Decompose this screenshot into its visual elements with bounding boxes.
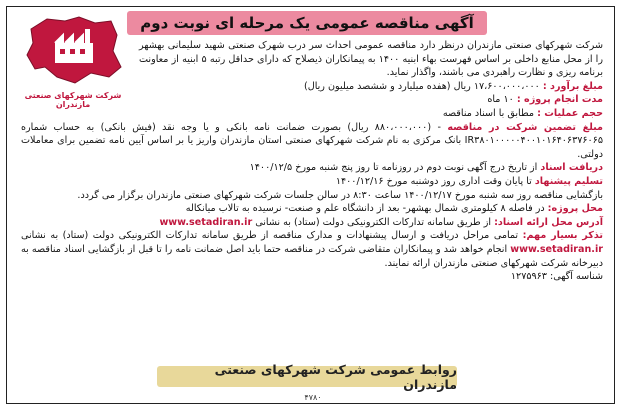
site-value: در فاصله ۸ کیلومتری شمال بهشهر- بعد از دانشگاه علم و صنعت- نرسیده به تالاب میانکاله (185, 203, 545, 215)
volume-value: مطابق با اسناد مناقصه (442, 107, 534, 119)
footer-public-relations: روابط عمومی شرکت شهرکهای صنعتی مازندران (157, 366, 457, 387)
address-value: از طریق سامانه تدارکات الکترونیکی دولت (ستاد) به نشانی (255, 216, 491, 228)
notice-label: تذکر بسیار مهم: (522, 230, 603, 242)
duration-label: مدت انجام پروژه : (516, 94, 603, 106)
receive-line (21, 161, 603, 175)
tender-ad-frame (6, 6, 615, 404)
intro-paragraph: شرکت شهرکهای صنعتی مازندران درنظر دارد مناقصه عمومی احداث سر درب شهرک صنعتی شهید سلیمانی بهشهر را از محل منابع داخلی بر اساس فهرست بهاء ابنیه ۱۴۰۰ به پیمانکاران ذیصلاح که دارای حداقل رتبه ۵ ابنیه از معاونت برنامه ریزی و نظارت راهبردی می باشند، واگذار نماید. (139, 40, 603, 79)
submit-line (21, 175, 603, 189)
volume-label: حجم عملیات : (537, 107, 603, 119)
notice-value-2: انجام خواهد شد و پیمانکاران متقاضی شرکت در مناقصه حتما باید اصل ضمانت نامه را تا قبل از بازگشایی اسناد مناقصه به دبیرخانه شرکت شهرکهای صنعتی مازندران ارائه نمایند. (21, 243, 603, 269)
setadiran-link[interactable]: www.setadiran.ir (159, 216, 253, 228)
estimate-label: مبلغ برآورد : (542, 80, 603, 92)
ad-title: آگهی مناقصه عمومی یک مرحله ای نوبت دوم (127, 11, 487, 35)
estimate-line (21, 80, 603, 94)
notice-value-1: تمامی مراحل دریافت و ارسال پیشنهادات و مدارک مناقصه از طریق سامانه تدارکات الکترونیکی دولت (ستاد) به نشانی (21, 230, 519, 242)
receive-value: از تاریخ درج آگهی نوبت دوم در روزنامه تا روز پنج شنبه مورخ ۱۴۰۰/۱۲/۵ (249, 162, 538, 174)
guarantee-value: - (۸۸۰،۰۰۰،۰۰۰ ریال) بصورت ضمانت نامه بانکی و یا وجه نقد (فیش بانکی) به حساب شماره IR۳۸۰۱۰۰۰۰۰۴۰۰۱۰۱۶۴۰۶۳۷۶۰۶۵ بانک مرکزی به نام شرکت شهرکهای صنعتی استان مازندران واریز یا بر اساس آیین نامه تضمین برای معاملات دولتی. (21, 121, 603, 160)
ad-body (21, 39, 603, 284)
submit-value: تا پایان وقت اداری روز دوشنبه مورخ ۱۴۰۰/۱۲/۱۶ (335, 175, 532, 187)
volume-line (21, 107, 603, 121)
duration-line (21, 93, 603, 107)
receive-label: دریافت اسناد (540, 162, 603, 174)
guarantee-label: مبلغ تضمین شرکت در مناقصه (447, 121, 603, 133)
page-number: ۴۷۸۰ (304, 393, 322, 402)
ad-id: شناسه آگهی: ۱۲۷۵۹۶۳ (510, 271, 603, 283)
notice-line (21, 229, 603, 270)
site-label: محل پروژه: (547, 203, 603, 215)
setadiran-link-notice[interactable]: www.setadiran.ir (510, 243, 603, 255)
duration-value: ۱۰ ماه (487, 94, 514, 106)
address-line (21, 216, 603, 230)
opening-line: بازگشایی مناقصه روز سه شنبه مورخ ۱۴۰۰/۱۲/۱۷ ساعت ۸:۳۰ در سالن جلسات شرکت شهرکهای صنعتی مازندران برگزار می گردد. (77, 189, 603, 201)
site-line (21, 202, 603, 216)
estimate-value: ۱۷،۶۰۰،۰۰۰،۰۰۰ ریال (هفده میلیارد و ششصد میلیون ریال) (304, 80, 540, 92)
logo-caption: شرکت شهرکهای صنعتی مازندران (24, 91, 122, 109)
address-label: آدرس محل ارائه اسناد: (494, 216, 603, 228)
guarantee-line (21, 121, 603, 162)
submit-label: تسلیم پیشنهاد (534, 175, 603, 187)
